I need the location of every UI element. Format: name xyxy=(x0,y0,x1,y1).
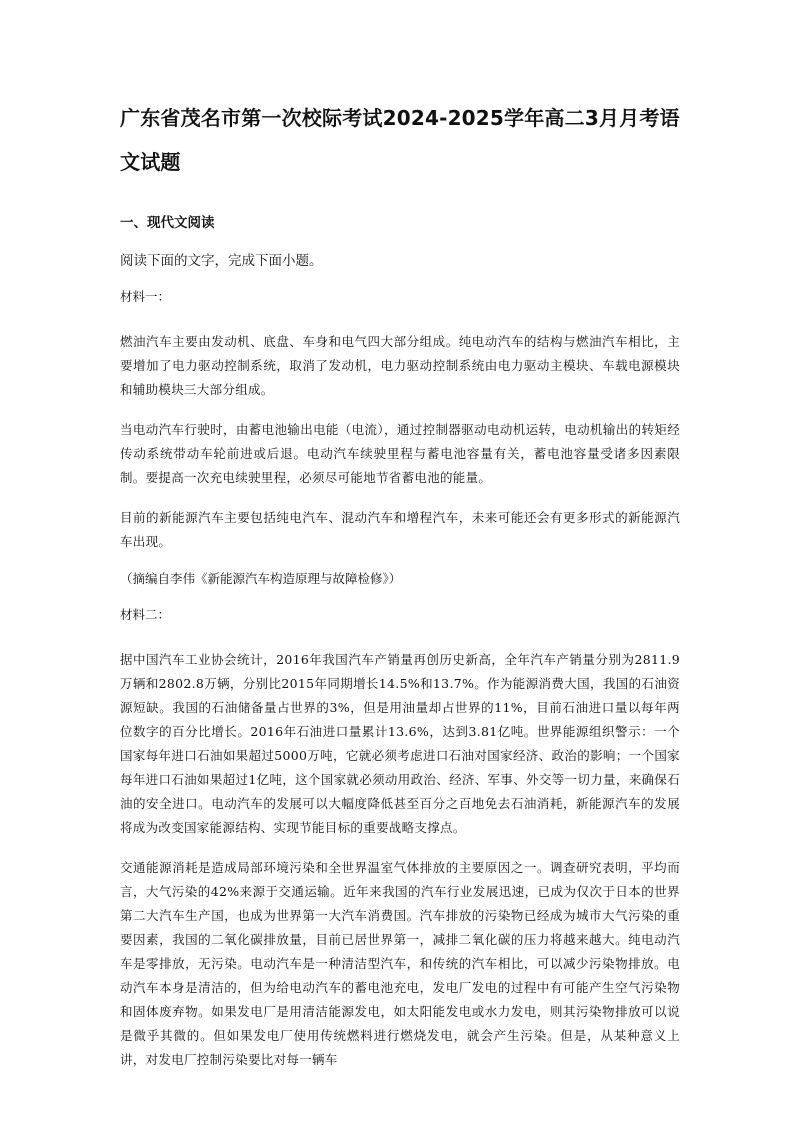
material-1-label: 材料一： xyxy=(120,289,171,304)
material-1-source: （摘编自李伟《新能源汽车构造原理与故障检修》） xyxy=(120,571,402,586)
material-1-paragraph: 燃油汽车主要由发动机、底盘、车身和电气四大部分组成。纯电动汽车的结构与燃油汽车相比，主要增加了电力驱动控制系统，取消了发动机，电力驱动控制系统由电力驱动主模块、车载电源模块和辅助模块三大部分组成。 xyxy=(120,334,680,397)
material-1-paragraph: 目前的新能源汽车主要包括纯电汽车、混动汽车和增程汽车，未来可能还会有更多形式的新能源汽车出现。 xyxy=(120,510,680,549)
material-2-paragraph: 据中国汽车工业协会统计，2016年我国汽车产销量再创历史新高，全年汽车产销量分别为2811.9万辆和2802.8万辆，分别比2015年同期增长14.5%和13.7%。作为能源消费大国，我国的石油资源短缺。我国的石油储备量占世界的3%，但是用油量却占世界的11%，目前石油进口量以每年两位数字的百分比增长。2016年石油进口量累计13.6%，达到3.81亿吨。世界能源组织警示：一个国家每年进口石油如果超过5000万吨，它就必须考虑进口石油对国家经济、政治的影响；一个国家每年进口石油如果超过1亿吨，这个国家就必须动用政治、经济、军事、外交等一切力量，来确保石油的安全进口。电动汽车的发展可以大幅度降低甚至百分之百地免去石油消耗，新能源汽车的发展将成为改变国家能源结构、实现节能目标的重要战略支撑点。 xyxy=(120,652,680,835)
section-heading: 一、现代文阅读 xyxy=(120,215,215,231)
reading-instruction: 阅读下面的文字，完成下面小题。 xyxy=(120,253,323,269)
document-title: 广东省茂名市第一次校际考试2024-2025学年高二3月月考语文试题 xyxy=(120,106,680,174)
material-2-paragraph: 交通能源消耗是造成局部环境污染和全世界温室气体排放的主要原因之一。调查研究表明，平均而言，大气污染的42%来源于交通运输。近年来我国的汽车行业发展迅速，已成为仅次于日本的世界第二大汽车生产国，也成为世界第一大汽车消费国。汽车排放的污染物已经成为城市大气污染的重要因素，我国的二氧化碳排放量，目前已居世界第一，减排二氧化碳的压力将越来越大。纯电动汽车是零排放，无污染。电动汽车是一种清洁型汽车，和传统的汽车相比，可以减少污染物排放。电动汽车本身是清洁的，但为给电动汽车的蓄电池充电，发电厂发电的过程中有可能产生空气污染物和固体废弃物。如果发电厂是用清洁能源发电，如太阳能发电或水力发电，则其污染物排放可以说是微乎其微的。但如果发电厂使用传统燃料进行燃烧发电，就会产生污染。但是，从某种意义上讲，对发电厂控制污染要比对每一辆车 xyxy=(120,860,680,1067)
document-page xyxy=(120,96,680,1072)
material-2-label: 材料二： xyxy=(120,607,171,622)
material-1-paragraph: 当电动汽车行驶时，由蓄电池输出电能（电流），通过控制器驱动电动机运转，电动机输出的转矩经传动系统带动车轮前进或后退。电动汽车续驶里程与蓄电池容量有关，蓄电池容量受诸多因素限制。要提高一次充电续驶里程，必须尽可能地节省蓄电池的能量。 xyxy=(120,422,680,485)
